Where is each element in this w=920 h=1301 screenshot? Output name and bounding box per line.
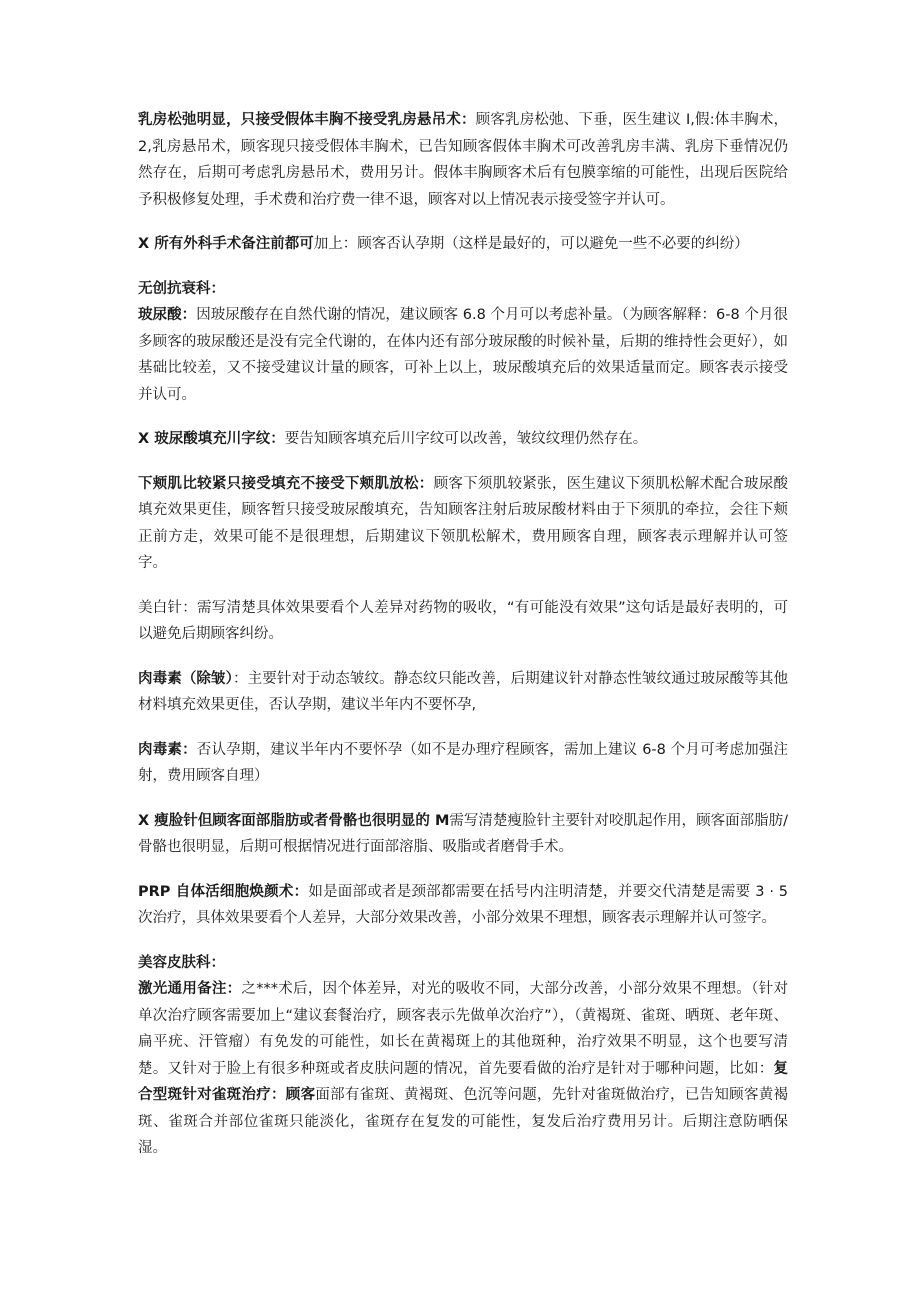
paragraph-text-continued: 面部有雀斑、黄褐斑、色沉等问题，先针对雀斑做治疗，已告知顾客黄褐斑、雀斑合并部位雀斑只能淡化，雀斑存在复发的可能性，复发后治疗费用另计。后期注意防晒保湿。 (138, 1087, 789, 1156)
paragraph-subtitle: 复合型斑针对雀斑治疗：顾客 (138, 1060, 788, 1103)
paragraph-chin-muscle (138, 471, 788, 577)
section-heading-dermatology: 美容皮肤科： (138, 954, 225, 971)
paragraph-title: 玻尿酸： (138, 307, 197, 323)
paragraph-title: X 瘦脸针但顾客面部脂肪或者骨骼也很明显的 M (138, 812, 450, 829)
paragraph-text: 顾客乳房松弛、下垂，医生建议 I,假:体丰胸术，2,乳房悬吊术，顾客现只接受假体丰胸术，已告知顾客假体丰胸术可改善乳房丰满、乳房下垂情况仍然存在，后期可考虑乳房悬吊术，费用另计。假体丰胸顾客术后有包膜挛缩的可能性，出现后医院给予积极修复处理，手术费和治疗费一律不退，顾客对以上情况表示接受签字并认可。 (138, 112, 788, 208)
paragraph-title: 乳房松弛明显，只接受假体丰胸不接受乳房悬吊术： (138, 112, 476, 128)
paragraph-text: 否认孕期，建议半年内不要怀孕（如不是办理疗程顾客，需加上建议 6-8 个月可考虑加强注射，费用顾客自理） (138, 741, 789, 784)
paragraph-title: 下颊肌比较紧只接受填充不接受下颊肌放松： (138, 475, 434, 492)
paragraph-text: 需写清楚瘦脸针主要针对咬肌起作用，顾客面部脂肪/骨骼也很明显，后期可根据情况进行面部溶脂、吸脂或者磨骨手术。 (138, 812, 789, 855)
section-heading-noninvasive: 无创抗衰科： (138, 280, 225, 297)
paragraph-hyaluronic-acid (138, 302, 788, 408)
paragraph-face-slimming (138, 808, 788, 861)
paragraph-surgery-note (138, 231, 788, 258)
paragraph-botox (138, 737, 788, 790)
paragraph-title: PRP 自体活细胞焕颜术： (138, 883, 309, 900)
paragraph-text: 加上：顾客否认孕期（这样是最好的，可以避免一些不必要的纠纷） (313, 236, 749, 252)
paragraph-whitening (138, 595, 788, 648)
paragraph-text: ：主要针对于动态皱纹。静态纹只能改善，后期建议针对静态性皱纹通过玻尿酸等其他材料填充效果更佳，否认孕期，建议半年内不要怀孕, (138, 670, 789, 713)
paragraph-title: 激光通用备注： (138, 981, 242, 997)
paragraph-breast-lift (138, 107, 788, 213)
paragraph-title: 肉毒素： (138, 741, 197, 758)
paragraph-prp (138, 879, 788, 932)
paragraph-title: X 所有外科手术备注前都可 (138, 236, 314, 252)
paragraph-frown-lines (138, 426, 788, 453)
paragraph-text: 要告知顾客填充后川字纹可以改善，皱纹纹理仍然存在。 (284, 431, 648, 447)
paragraph-text: 顾客下须肌较紧张，医生建议下须肌松解术配合玻尿酸填充效果更佳，顾客暂只接受玻尿酸填充，告知顾客注射后玻尿酸材料由于下须肌的牵拉，会往下颊正前方走，效果可能不是很理想，后期建议下领肌松解术，费用顾客自理，顾客表示理解并认可签字。 (138, 475, 789, 571)
paragraph-title: X 玻尿酸填充川字纹： (138, 431, 285, 447)
paragraph-botox-wrinkles (138, 666, 788, 719)
paragraph-laser (138, 976, 788, 1162)
document-body (138, 107, 788, 1162)
paragraph-text: 美白针：需写清楚具体效果要看个人差异对药物的吸收，“有可能没有效果”这句话是最好表明的，可以避免后期顾客纠纷。 (138, 599, 788, 642)
paragraph-text: 之***术后，因个体差异，对光的吸收不同，大部分改善，小部分效果不理想。（针对单次治疗顾客需要加上“建议套餐治疗，顾客表示先做单次治疗”），（黄褐斑、雀斑、晒斑、老年斑、扁平疣、汗管瘤）有免发的可能性，如长在黄褐斑上的其他斑种，治疗效果不明显，这个也要写清楚。又针对于脸上有很多种斑或者皮肤问题的情况，首先要看做的治疗是针对于哪种问题，比如： (138, 981, 788, 1077)
paragraph-text: 如是面部或者是颈部都需要在括号内注明清楚，并要交代清楚是需要 3 · 5 次治疗，具体效果要看个人差异，大部分效果改善，小部分效果不理想，顾客表示理解并认可签字。 (138, 883, 788, 926)
paragraph-text: 因玻尿酸存在自然代谢的情况，建议顾客 6.8 个月可以考虑补量。（为顾客解释：6-8 个月很多顾客的玻尿酸还是没有完全代谢的，在体内还有部分玻尿酸的时候补量，后期的维持性会更好），如基础比较差，又不接受建议计量的顾客，可补上以上，玻尿酸填充后的效果适量而定。顾客表示接受并认可。 (138, 307, 788, 403)
paragraph-title: 肉毒素（除皱） (138, 670, 234, 687)
